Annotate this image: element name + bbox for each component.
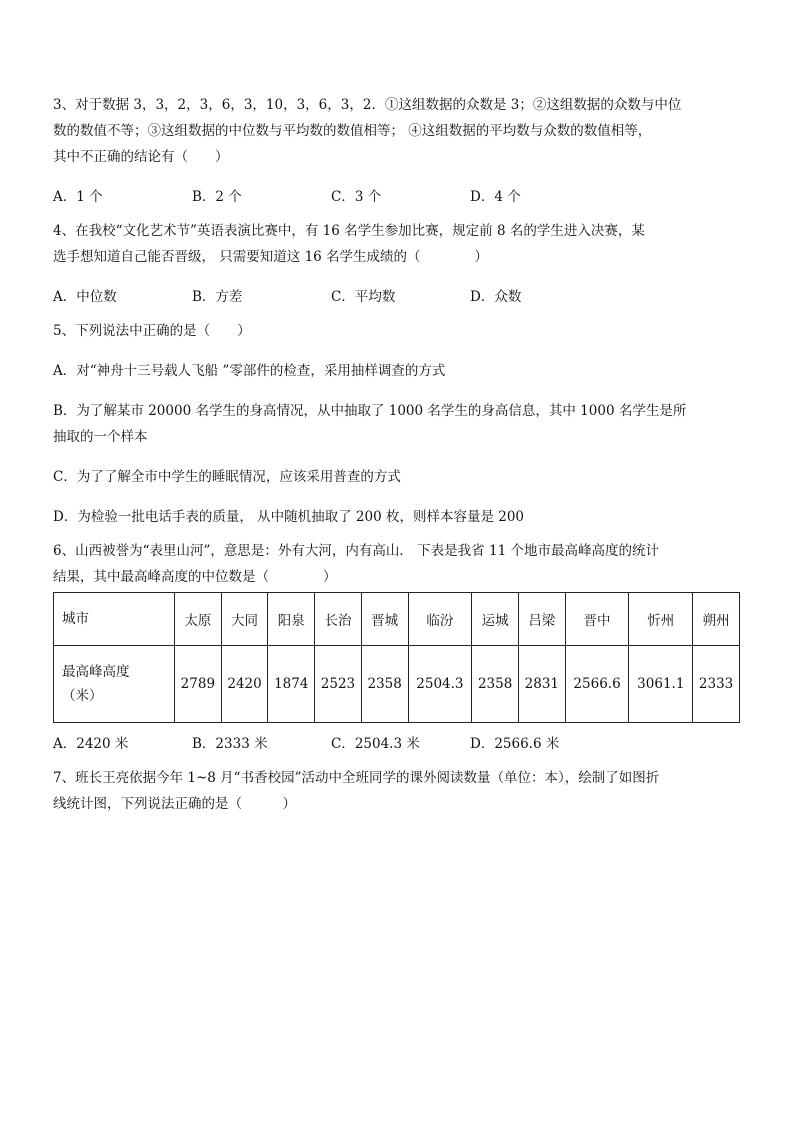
table-cell: 2831 (518, 646, 565, 723)
q5-option-c[interactable]: C．为了了解全市中学生的睡眠情况，应该采用普查的方式 (53, 469, 401, 485)
table-cell: 2523 (315, 646, 362, 723)
table-header-cell: 朔州 (693, 593, 740, 646)
table-cell: 3061.1 (629, 646, 693, 723)
row-label-line-2: （米） (62, 688, 103, 704)
table-cell: 2420 (221, 646, 268, 723)
q3-line-1: 3、对于数据 3，3，2，3，6，3，10，3，6，3，2．①这组数据的众数是 3；②这组数据的众数与中位 (53, 97, 682, 113)
q7-line-2: 线统计图，下列说法正确的是（ ） (53, 796, 296, 812)
table-header-cell: 忻州 (629, 593, 693, 646)
table-cell: 2358 (361, 646, 408, 723)
q4-line-2: 选手想知道自己能否晋级， 只需要知道这 16 名学生成绩的（ ） (53, 249, 489, 265)
q4-line-1: 4、在我校“文化艺术节”英语表演比赛中，有 16 名学生参加比赛，规定前 8 名的学生进入决赛，某 (53, 223, 645, 239)
table-header-cell: 长治 (315, 593, 362, 646)
question-3 (53, 92, 741, 210)
q5-stem: 5、下列说法中正确的是（ ） (53, 323, 251, 339)
q3-option-b[interactable]: B．2 个 (192, 189, 242, 205)
table-cell: 2333 (693, 646, 740, 723)
q4-option-c[interactable]: C．平均数 (331, 289, 396, 305)
q3-line-3: 其中不正确的结论有（ ） (53, 149, 229, 165)
question-6 (53, 538, 741, 757)
q6-line-1: 6、山西被誉为“表里山河”，意思是：外有大河，内有高山． 下表是我省 11 个地市最高峰高度的统计 (53, 543, 659, 559)
question-4 (53, 218, 741, 310)
q4-option-b[interactable]: B．方差 (192, 289, 243, 305)
table-header-cell: 运城 (472, 593, 519, 646)
table-header-cell: 临汾 (408, 593, 472, 646)
table-row (54, 646, 740, 723)
q3-options (53, 184, 741, 210)
q3-option-a[interactable]: A．1 个 (53, 189, 103, 205)
table-header-row (54, 593, 740, 646)
q6-option-d[interactable]: D．2566.6 米 (470, 736, 560, 752)
q4-option-d[interactable]: D．众数 (470, 289, 522, 305)
q5-option-b-line-1[interactable]: B．为了解某市 20000 名学生的身高情况，从中抽取了 1000 名学生的身高信息，其中 1000 名学生是所 (53, 403, 687, 419)
table-cell: 2789 (175, 646, 222, 723)
table-header-cell: 晋城 (361, 593, 408, 646)
table-header-cell: 阳泉 (268, 593, 315, 646)
q6-options (53, 731, 741, 757)
q4-option-a[interactable]: A．中位数 (53, 289, 117, 305)
question-7 (53, 765, 741, 817)
q7-line-1: 7、班长王亮依据今年 1~8 月“书香校园”活动中全班同学的课外阅读数量（单位：本），绘制了如图折 (53, 770, 660, 786)
q3-line-2: 数的数值不等；③这组数据的中位数与平均数的数值相等； ④这组数据的平均数与众数的数值相等， (53, 123, 652, 139)
table-cell: 2358 (472, 646, 519, 723)
q5-option-d[interactable]: D．为检验一批电话手表的质量， 从中随机抽取了 200 枚，则样本容量是 200 (53, 509, 525, 525)
q6-option-a[interactable]: A．2420 米 (53, 736, 129, 752)
q3-option-c[interactable]: C．3 个 (331, 189, 382, 205)
q5-option-b-line-2[interactable]: 抽取的一个样本 (53, 429, 148, 445)
peak-height-table (53, 592, 740, 723)
q6-line-2: 结果，其中最高峰高度的中位数是（ ） (53, 569, 337, 585)
q6-option-b[interactable]: B．2333 米 (192, 736, 268, 752)
table-row-label (54, 646, 175, 723)
table-header-cell: 晋中 (565, 593, 629, 646)
table-cell: 2504.3 (408, 646, 472, 723)
table-header-cell: 城市 (54, 593, 175, 646)
q3-option-d[interactable]: D．4 个 (470, 189, 521, 205)
table-cell: 2566.6 (565, 646, 629, 723)
exam-page (53, 92, 741, 817)
table-header-cell: 大同 (221, 593, 268, 646)
question-5 (53, 318, 741, 530)
table-header-cell: 吕梁 (518, 593, 565, 646)
q5-option-a[interactable]: A．对“神舟十三号载人飞船 ”零部件的检查，采用抽样调查的方式 (53, 363, 446, 379)
q4-options (53, 284, 741, 310)
q6-option-c[interactable]: C．2504.3 米 (331, 736, 420, 752)
table-cell: 1874 (268, 646, 315, 723)
row-label-line-1: 最高峰高度 (62, 664, 130, 680)
table-header-cell: 太原 (175, 593, 222, 646)
